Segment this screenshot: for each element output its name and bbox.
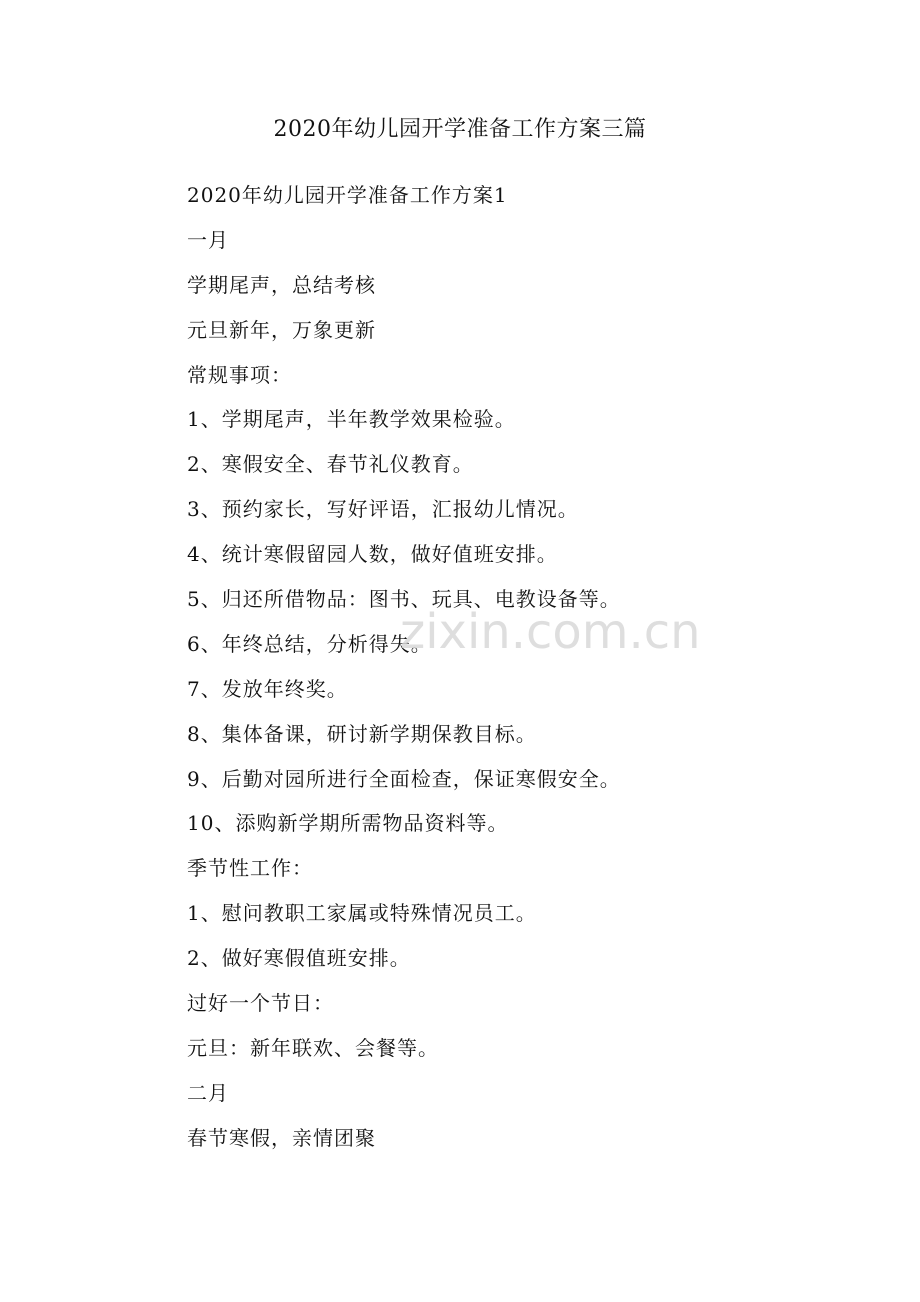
list-item: 1、慰问教职工家属或特殊情况员工。 — [187, 901, 537, 926]
list-item: 9、后勤对园所进行全面检查，保证寒假安全。 — [187, 766, 621, 791]
paragraph-line: 元旦新年，万象更新 — [187, 317, 376, 342]
list-item: 1、学期尾声，半年教学效果检验。 — [187, 407, 516, 432]
month-heading: 一月 — [187, 227, 229, 252]
subheading: 常规事项： — [187, 362, 292, 387]
subheading: 过好一个节日： — [187, 991, 334, 1016]
list-item: 5、归还所借物品：图书、玩具、电教设备等。 — [187, 587, 621, 612]
paragraph-line: 学期尾声，总结考核 — [187, 272, 376, 297]
section-heading: 2020年幼儿园开学准备工作方案1 — [187, 183, 508, 207]
watermark: zixin.com.cn — [400, 604, 701, 660]
list-item: 2、做好寒假值班安排。 — [187, 946, 411, 971]
list-item: 10、添购新学期所需物品资料等。 — [187, 811, 509, 836]
document-title: 2020年幼儿园开学准备工作方案三篇 — [273, 117, 647, 142]
paragraph-line: 元旦：新年联欢、会餐等。 — [187, 1035, 439, 1060]
list-item: 3、预约家长，写好评语，汇报幼儿情况。 — [187, 497, 579, 522]
list-item: 7、发放年终奖。 — [187, 676, 348, 701]
list-item: 6、年终总结，分析得失。 — [187, 631, 432, 656]
document-body — [187, 173, 827, 1161]
list-item: 8、集体备课，研讨新学期保教目标。 — [187, 721, 537, 746]
paragraph-line: 春节寒假，亲情团聚 — [187, 1125, 376, 1150]
list-item: 2、寒假安全、春节礼仪教育。 — [187, 452, 474, 477]
month-heading: 二月 — [187, 1080, 229, 1105]
subheading: 季节性工作： — [187, 856, 313, 881]
list-item: 4、统计寒假留园人数，做好值班安排。 — [187, 542, 558, 567]
